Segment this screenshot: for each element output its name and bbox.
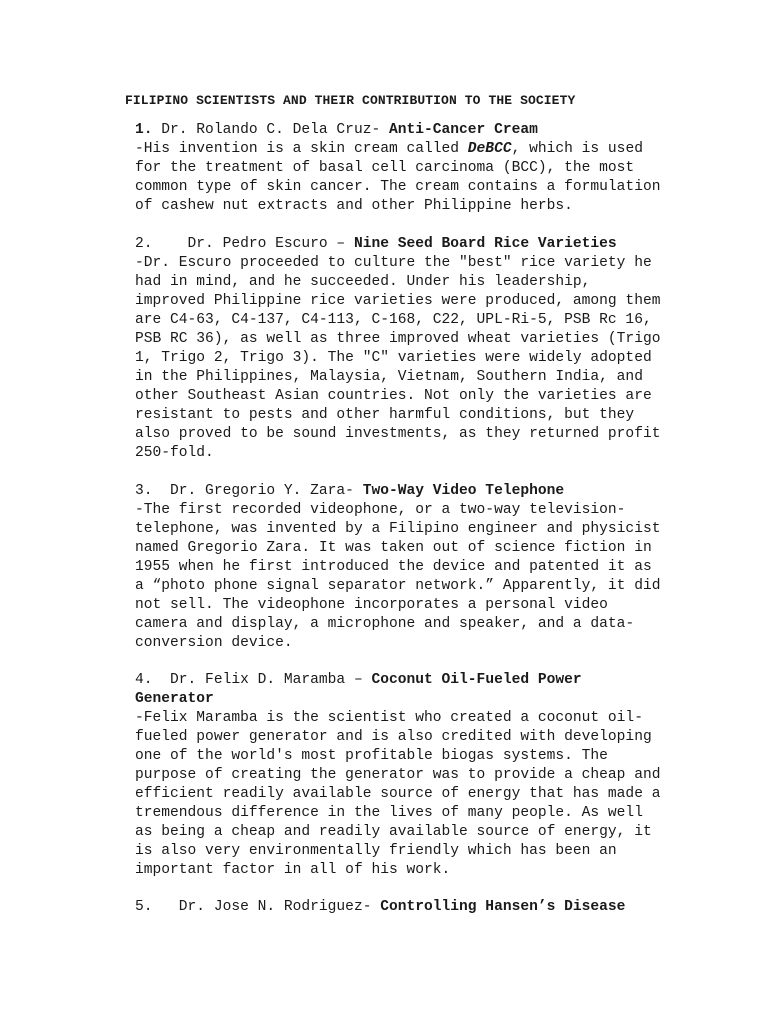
body-line: are C4-63, C4-137, C4-113, C-168, C22, UPL-Ri-5, PSB Rc 16, — [135, 312, 652, 328]
body-line: camera and display, a microphone and speaker, and a data- — [135, 616, 635, 632]
body-line: important factor in all of his work. — [135, 862, 451, 878]
scientist-name: Dr. Felix D. Maramba – — [152, 672, 372, 688]
body-line: purpose of creating the generator was to provide a cheap and — [135, 767, 661, 783]
body-line: 1, Trigo 2, Trigo 3). The "C" varieties were widely adopted — [135, 350, 652, 366]
entry-number: 2. — [135, 236, 153, 252]
body-line: common type of skin cancer. The cream contains a formulation — [135, 179, 661, 195]
entry-5 — [135, 898, 695, 917]
scientist-name: Dr. Gregorio Y. Zara- — [152, 483, 363, 499]
body-line: 1955 when he first introduced the device and patented it as — [135, 559, 652, 575]
body-line: not sell. The videophone incorporates a personal video — [135, 597, 608, 613]
entry-2 — [135, 235, 695, 463]
body-line: as being a cheap and readily available source of energy, it — [135, 824, 652, 840]
entry-number: 3. — [135, 483, 153, 499]
body-text: -His invention is a skin cream called — [135, 141, 468, 157]
body-line: -Felix Maramba is the scientist who created a coconut oil- — [135, 710, 643, 726]
invention-title: Anti-Cancer Cream — [388, 122, 538, 138]
body-line: 250-fold. — [135, 445, 214, 461]
body-line: telephone, was invented by a Filipino engineer and physicist — [135, 521, 661, 537]
body-line: efficient readily available source of energy that has made a — [135, 786, 661, 802]
scientist-name: Dr. Pedro Escuro – — [152, 236, 354, 252]
body-line: had in mind, and he succeeded. Under his leadership, — [135, 274, 591, 290]
body-line: tremendous difference in the lives of many people. As well — [135, 805, 643, 821]
invention-title-continued: Generator — [135, 691, 214, 707]
body-line: is also very environmentally friendly which has been an — [135, 843, 617, 859]
body-line: conversion device. — [135, 635, 293, 651]
entry-number: 1. — [135, 122, 153, 138]
scientist-name: Dr. Rolando C. Dela Cruz- — [152, 122, 389, 138]
document-title: FILIPINO SCIENTISTS AND THEIR CONTRIBUTION TO THE SOCIETY — [125, 93, 576, 108]
body-line: -Dr. Escuro proceeded to culture the "best" rice variety he — [135, 255, 652, 271]
body-line: also proved to be sound investments, as they returned profit — [135, 426, 661, 442]
body-line — [135, 140, 695, 159]
product-name: DeBCC — [467, 141, 512, 157]
entry-heading — [135, 482, 695, 501]
body-line: resistant to pests and other harmful conditions, but they — [135, 407, 635, 423]
invention-title: Controlling Hansen’s Disease — [380, 899, 626, 915]
entry-4 — [135, 671, 695, 880]
body-line: in the Philippines, Malaysia, Vietnam, Southern India, and — [135, 369, 643, 385]
entry-number: 5. — [135, 899, 153, 915]
body-line: improved Philippine rice varieties were produced, among them — [135, 293, 661, 309]
body-line: PSB RC 36), as well as three improved wheat varieties (Trigo — [135, 331, 661, 347]
entry-1 — [135, 121, 695, 216]
entry-heading — [135, 235, 695, 254]
body-line: of cashew nut extracts and other Philippine herbs. — [135, 198, 573, 214]
entry-heading — [135, 121, 695, 140]
body-line: other Southeast Asian countries. Not only the varieties are — [135, 388, 652, 404]
scientist-name: Dr. Jose N. Rodriguez- — [152, 899, 381, 915]
entry-heading — [135, 671, 695, 690]
body-line: -The first recorded videophone, or a two-way television- — [135, 502, 626, 518]
body-line: named Gregorio Zara. It was taken out of science fiction in — [135, 540, 652, 556]
body-text: , which is used — [511, 141, 643, 157]
entry-number: 4. — [135, 672, 153, 688]
entry-heading — [135, 898, 695, 917]
body-line: for the treatment of basal cell carcinoma (BCC), the most — [135, 160, 635, 176]
body-line: one of the world's most profitable biogas systems. The — [135, 748, 608, 764]
invention-title: Nine Seed Board Rice Varieties — [353, 236, 617, 252]
invention-title: Coconut Oil-Fueled Power — [371, 672, 582, 688]
invention-title: Two-Way Video Telephone — [362, 483, 565, 499]
entry-3 — [135, 482, 695, 653]
body-line: a “photo phone signal separator network.” Apparently, it did — [135, 578, 661, 594]
body-line: fueled power generator and is also credited with developing — [135, 729, 652, 745]
